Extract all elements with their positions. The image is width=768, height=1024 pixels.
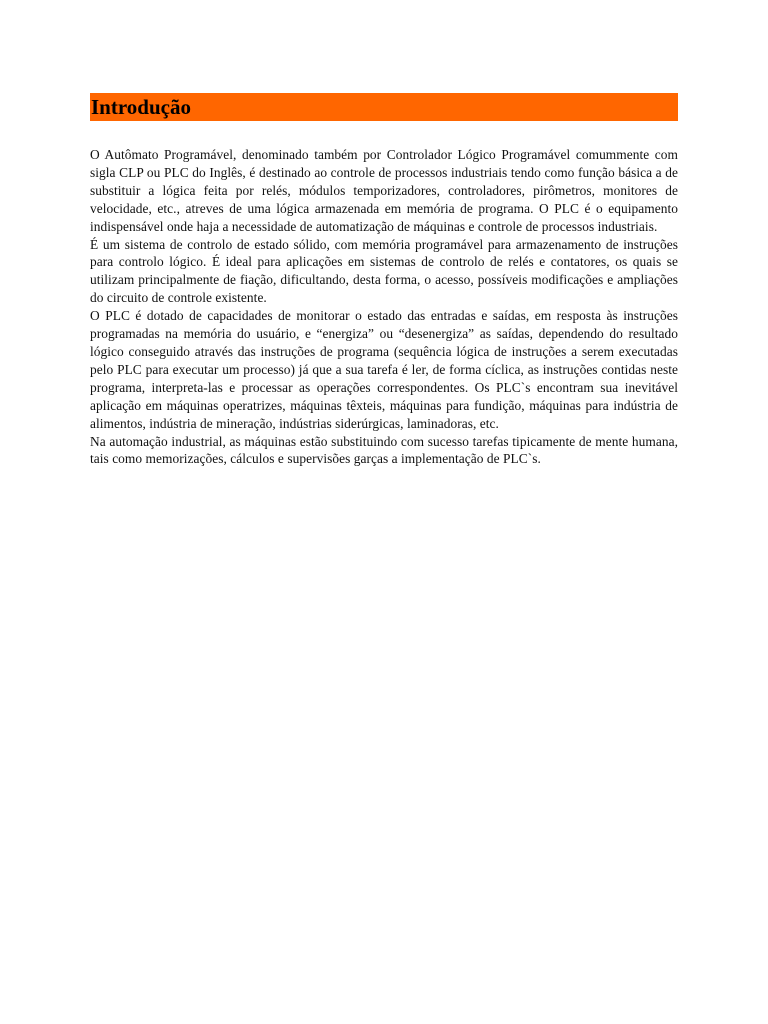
paragraph-automation: Na automação industrial, as máquinas estão substituindo com sucesso tarefas tipicamente de mente humana, tais como memorizações, cálculos e supervisões garças a implementação de PLC`s.	[90, 433, 678, 467]
paragraph-capabilities: O PLC é dotado de capacidades de monitorar o estado das entradas e saídas, em resposta às instruções programadas na memória do usuário, e “energiza” ou “desenergiza” as saídas, dependendo do resultado lógico conseguido através das instruções de programa (sequência lógica de instruções a serem executadas pelo PLC para executar um processo) já que a sua tarefa é ler, de forma cíclica, as instruções contidas neste programa, interpreta-las e processar as operações correspondentes. Os PLC`s encontram sua inevitável aplicação em máquinas operatrizes, máquinas têxteis, máquinas para fundição, máquinas para indústria de alimentos, indústria de mineração, indústrias siderúrgicas, laminadoras, etc.	[90, 308, 678, 431]
section-heading-bar	[90, 93, 678, 121]
document-body	[90, 146, 678, 468]
paragraph-intro: O Autômato Programável, denominado também por Controlador Lógico Programável comummente com sigla CLP ou PLC do Inglês, é destinado ao controle de processos industriais tendo como função básica a de substituir a lógica feita por relés, módulos temporizadores, controladores, pirômetros, monitores de velocidade, etc., atreves de uma lógica armazenada em memória de programa. O PLC é o equipamento indispensável onde haja a necessidade de automatização de máquinas e controle de processos industriais.	[90, 147, 678, 234]
section-title: Introdução	[91, 95, 191, 119]
paragraph-solid-state: É um sistema de controlo de estado sólido, com memória programável para armazenamento de instruções para controlo lógico. É ideal para aplicações em sistemas de controlo de relés e contatores, os quais se utilizam principalmente de fiação, dificultando, desta forma, o acesso, possíveis modificações e ampliações do circuito de controle existente.	[90, 236, 678, 306]
